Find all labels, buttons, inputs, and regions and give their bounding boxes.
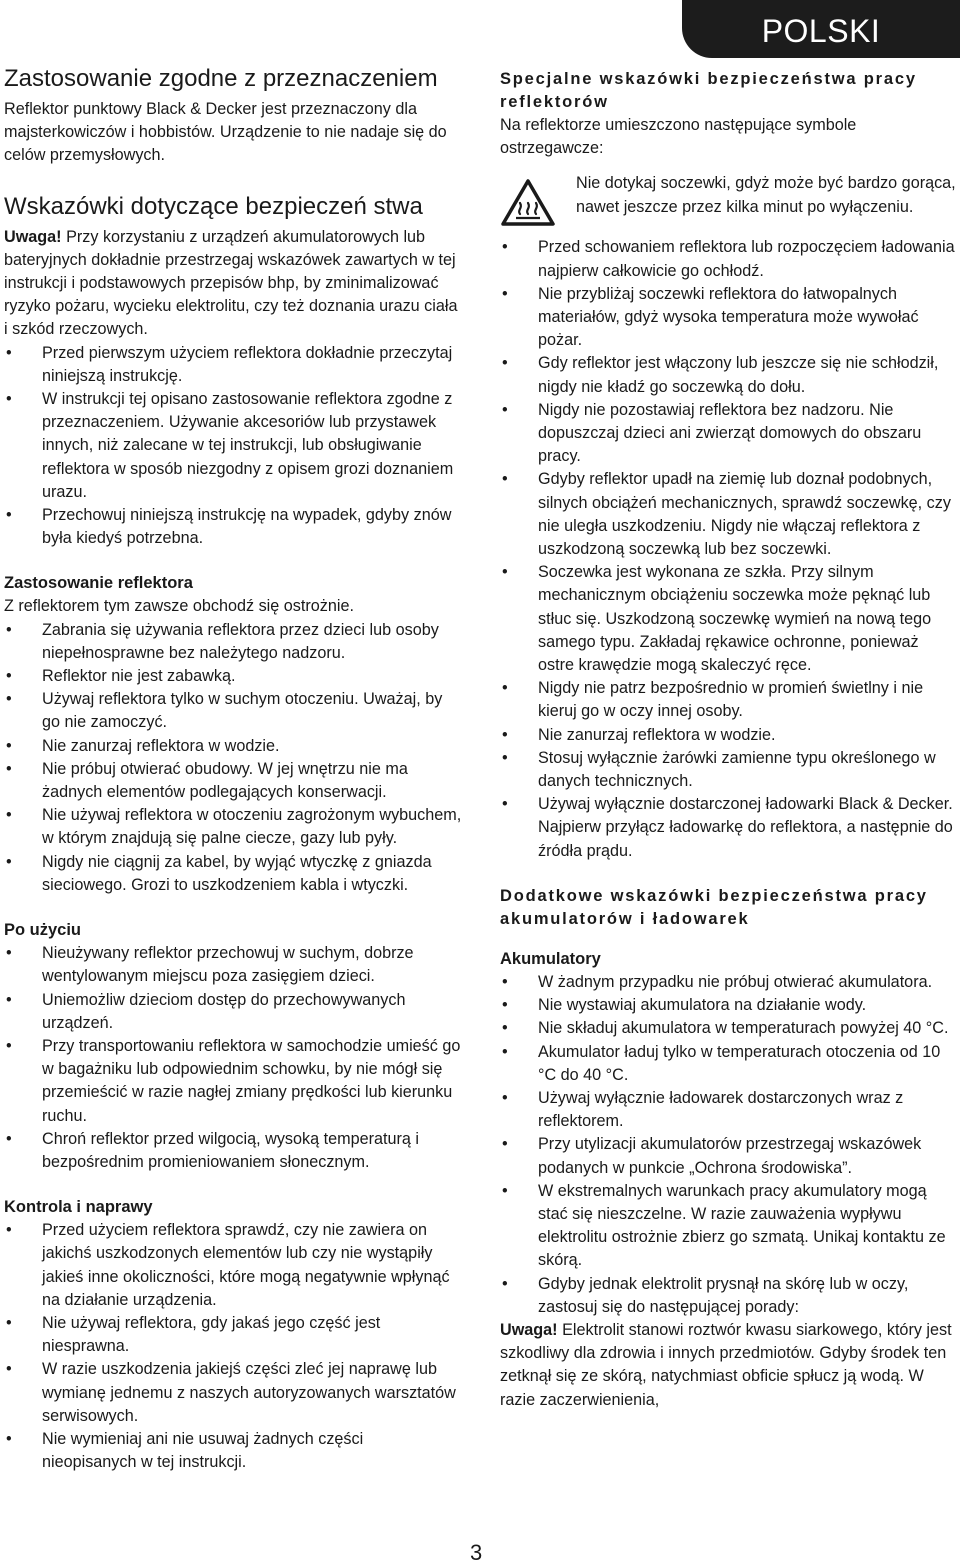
usage-intro: Z reflektorem tym zawsze obchodź się ostrożnie.: [4, 597, 354, 616]
list-item: • Przed użyciem reflektora sprawdź, czy nie zawiera on jakichś uszkodzonych elementów lub czy nie wystąpiły jakieś inne okoliczności, które mogą negatywnie wpłynąć na działanie urządzenia.: [4, 1219, 462, 1312]
list-item: • W ekstremalnych warunkach pracy akumulatory mogą stać się nieszczelne. W razie zauważenia wypływu elektrolitu ostrożnie zbierz go szmatą. Unikaj kontaktu ze skórą.: [500, 1180, 958, 1273]
list-item: • Gdy reflektor jest włączony lub jeszcze się nie schłodził, nigdy nie kładź go soczewką do dołu.: [500, 352, 958, 398]
after-use-list: [4, 942, 462, 1174]
list-item: • Nie używaj reflektora w otoczeniu zagrożonym wybuchem, w którym znajdują się palne ciecze, gazy lub pyły.: [4, 804, 462, 850]
safety-warning-text: Przy korzystaniu z urządzeń akumulatorowych lub bateryjnych dokładnie przestrzegaj wskazówek zawartych w tej instrukcji i podstawowych przepisów bhp, by zminimalizować ryzyko pożaru, wycieku elektrolitu, czy też doznania urazu ciała i szkód rzeczowych.: [4, 227, 458, 339]
usage-list: [4, 619, 462, 897]
inspection-heading: Kontrola i naprawy: [4, 1198, 153, 1217]
list-item: • Reflektor nie jest zabawką.: [4, 665, 462, 688]
list-item: • Uniemożliw dzieciom dostęp do przechowywanych urządzeń.: [4, 989, 462, 1035]
battery-warning-label: Uwaga!: [500, 1320, 558, 1339]
list-item: • Nie zanurzaj reflektora w wodzie.: [500, 724, 958, 747]
list-item: • Chroń reflektor przed wilgocią, wysoką temperaturą i bezpośrednim promieniowaniem słonecznym.: [4, 1128, 462, 1174]
battery-safety-heading: Dodatkowe wskazówki bezpieczeństwa pracy akumulatorów i ładowarek: [500, 886, 928, 928]
safety-warning-paragraph: [4, 226, 462, 342]
warning-symbol-row: [500, 172, 958, 228]
list-item: • Nie wystawiaj akumulatora na działanie wody.: [500, 994, 958, 1017]
list-item: • W żadnym przypadku nie próbuj otwierać akumulatora.: [500, 971, 958, 994]
list-item: • Używaj wyłącznie dostarczonej ładowarki Black & Decker. Najpierw przyłącz ładowarkę do reflektora, a następnie do źródła prądu.: [500, 793, 958, 863]
intended-use-heading: Zastosowanie zgodne z przeznaczeniem: [4, 65, 438, 92]
list-item: • Przy transportowaniu reflektora w samochodzie umieść go w bagażniku lub odpowiednim schowku, by nie mógł się przemieścić w razie nagłej zmiany prędkości lub kierunku ruchu.: [4, 1035, 462, 1128]
list-item: • Używaj wyłącznie ładowarek dostarczonych wraz z reflektorem.: [500, 1087, 958, 1133]
list-item: • Nie przybliżaj soczewki reflektora do łatwopalnych materiałów, gdyż wysoka temperatura może wywołać pożar.: [500, 283, 958, 353]
special-safety-intro: Na reflektorze umieszczono następujące symbole ostrzegawcze:: [500, 116, 857, 158]
list-item: • Stosuj wyłącznie żarówki zamienne typu określonego w danych technicznych.: [500, 747, 958, 793]
left-column: [4, 62, 462, 1474]
list-item: • Nieużywany reflektor przechowuj w suchym, dobrze wentylowanym miejscu poza zasięgiem dzieci.: [4, 942, 462, 988]
hot-surface-warning-icon: [500, 178, 556, 228]
list-item: • Nigdy nie pozostawiaj reflektora bez nadzoru. Nie dopuszczaj dzieci ani zwierząt domowych do obszaru pracy.: [500, 399, 958, 469]
list-item: • Używaj reflektora tylko w suchym otoczeniu. Uważaj, by go nie zamoczyć.: [4, 688, 462, 734]
battery-subheading: Akumulatory: [500, 949, 601, 968]
usage-heading: Zastosowanie reflektora: [4, 574, 193, 593]
list-item: • Przechowuj niniejszą instrukcję na wypadek, gdyby znów była kiedyś potrzebna.: [4, 504, 462, 550]
battery-warning-text: Elektrolit stanowi roztwór kwasu siarkowego, który jest szkodliwy dla zdrowia i innych przedmiotów. Gdyby środek ten zetknął się ze skórą, natychmiast obficie spłucz ją wodą. W razie zaczerwienienia,: [500, 1320, 952, 1409]
list-item: • Soczewka jest wykonana ze szkła. Przy silnym mechanicznym obciążeniu soczewka może pęknąć lub stłuc się. Uszkodzoną soczewkę wymień na nową tego samego typu. Zakładaj rękawice ochronne, ponieważ ostre krawędzie mogą skaleczyć ręce.: [500, 561, 958, 677]
intended-use-text: Reflektor punktowy Black & Decker jest przeznaczony dla majsterkowiczów i hobbistów. Urządzenie to nie nadaje się do celów przemysłowych.: [4, 100, 447, 165]
list-item: • Nigdy nie patrz bezpośrednio w promień świetlny i nie kieruj go w oczy innej osoby.: [500, 677, 958, 723]
special-safety-heading: Specjalne wskazówki bezpieczeństwa pracy reflektorów: [500, 70, 917, 111]
list-item: • W instrukcji tej opisano zastosowanie reflektora zgodne z przeznaczeniem. Używanie akcesoriów lub przystawek innych, niż zalecane w tej instrukcji, lub obsługiwanie reflektora w sposób niezgodny z opisem grozi doznaniem urazu.: [4, 388, 462, 504]
safety-list: [4, 342, 462, 551]
list-item: • Akumulator ładuj tylko w temperaturach otoczenia od 10 °C do 40 °C.: [500, 1041, 958, 1087]
warning-symbol-text: Nie dotykaj soczewki, gdyż może być bardzo gorąca, nawet jeszcze przez kilka minut po wyłączeniu.: [576, 174, 956, 216]
list-item: • Przed schowaniem reflektora lub rozpoczęciem ładowania najpierw całkowicie go ochłodź.: [500, 236, 958, 282]
after-use-heading: Po użyciu: [4, 921, 82, 940]
list-item: • Nie składuj akumulatora w temperaturach powyżej 40 °C.: [500, 1017, 958, 1040]
list-item: • Nie wymieniaj ani nie usuwaj żadnych części nieopisanych w tej instrukcji.: [4, 1428, 462, 1474]
list-item: • Zabrania się używania reflektora przez dzieci lub osoby niepełnosprawne bez należytego nadzoru.: [4, 619, 462, 665]
list-item: • W razie uszkodzenia jakiejś części zleć jej naprawę lub wymianę jednemu z naszych autoryzowanych warsztatów serwisowych.: [4, 1358, 462, 1428]
battery-list: [500, 971, 958, 1319]
battery-warning-paragraph: [500, 1319, 958, 1412]
safety-heading: Wskazówki dotyczące bezpieczeń stwa: [4, 192, 423, 220]
list-item: • Nie zanurzaj reflektora w wodzie.: [4, 735, 462, 758]
list-item: • Nie używaj reflektora, gdy jakaś jego część jest niesprawna.: [4, 1312, 462, 1358]
right-column: [500, 62, 958, 1412]
list-item: • Nigdy nie ciągnij za kabel, by wyjąć wtyczkę z gniazda sieciowego. Grozi to uszkodzeniem kabla i wtyczki.: [4, 851, 462, 897]
list-item: • Przed pierwszym użyciem reflektora dokładnie przeczytaj niniejszą instrukcję.: [4, 342, 462, 388]
inspection-list: [4, 1219, 462, 1474]
list-item: • Gdyby reflektor upadł na ziemię lub doznał podobnych, silnych obciążeń mechanicznych, sprawdź soczewkę, czy nie uległa uszkodzeniu. Nigdy nie włączaj reflektora z uszkodzoną soczewką lub bez soczewki.: [500, 468, 958, 561]
language-tab: POLSKI: [682, 0, 960, 58]
safety-warning-label: Uwaga!: [4, 227, 62, 246]
list-item: • Nie próbuj otwierać obudowy. W jej wnętrzu nie ma żadnych elementów podlegających konserwacji.: [4, 758, 462, 804]
list-item: • Gdyby jednak elektrolit prysnął na skórę lub w oczy, zastosuj się do następującej porady:: [500, 1273, 958, 1319]
page-number: 3: [470, 1540, 483, 1565]
special-safety-list: [500, 236, 958, 862]
list-item: • Przy utylizacji akumulatorów przestrzegaj wskazówek podanych w punkcie „Ochrona środowiska”.: [500, 1133, 958, 1179]
